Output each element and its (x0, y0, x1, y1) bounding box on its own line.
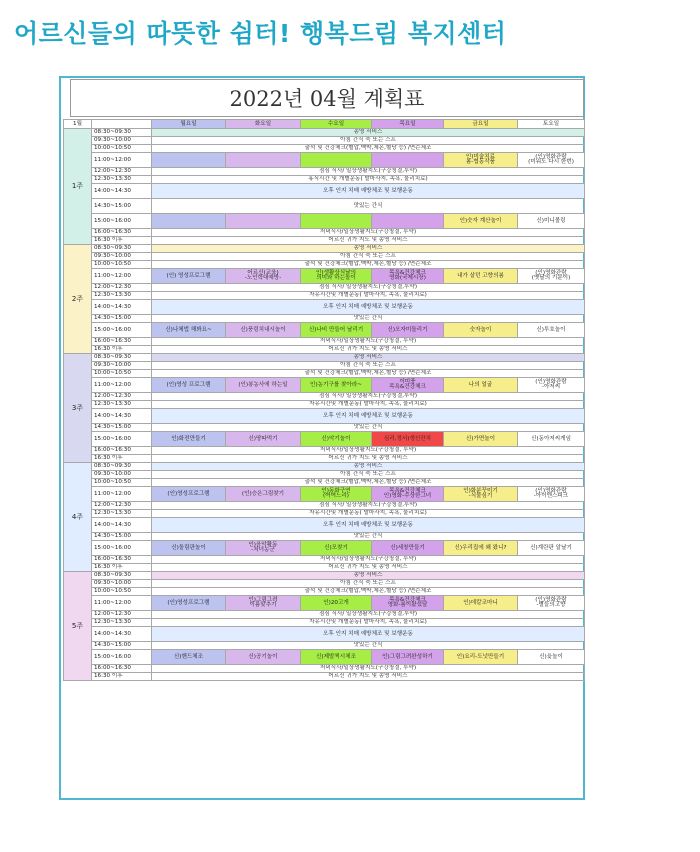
activity-cell: 신)투호놀이 (518, 323, 585, 338)
activity-cell: 숫자놀이 (444, 323, 518, 338)
schedule-row (64, 432, 585, 447)
activity-cell: 심리,정서)생신잔치 (372, 432, 444, 447)
time-slot: 16:30 이후 (92, 346, 152, 354)
activity-merged: 출석 및 건강체크(혈압,맥박,체온,혈당 등) /면슨체조 (152, 479, 585, 487)
activity-merged: 휴식시간 및 개별운동( 발마사지, 족욕, 물리치료) (152, 176, 585, 184)
schedule-row (64, 447, 585, 455)
week-label: 1주 (64, 129, 92, 245)
schedule-table (63, 119, 585, 681)
time-slot: 09:30~10:00 (92, 137, 152, 145)
time-slot: 10:00~10:50 (92, 261, 152, 269)
time-slot: 14:00~14:30 (92, 518, 152, 533)
time-slot: 11:00~12:00 (92, 153, 152, 168)
time-slot: 09:30~10:00 (92, 580, 152, 588)
activity-merged: 송영 서비스 (152, 129, 585, 137)
activity-merged: 자유시간및 개별운동( 발마사지, 족욕, 물리치료) (152, 292, 585, 300)
activity-cell: 인)화분꾸미기 -식물심기 (444, 487, 518, 502)
schedule-row (64, 611, 585, 619)
time-slot: 14:00~14:30 (92, 409, 152, 424)
activity-cell: (인)영화관람 -별들의고향 (518, 596, 585, 611)
schedule-row (64, 510, 585, 518)
activity-cell: (인)봉농사에 하는일 (226, 378, 301, 393)
time-slot: 12:00~12:30 (92, 284, 152, 292)
activity-cell: 신)공기놀이 (226, 650, 301, 665)
time-slot: 16:30 이후 (92, 237, 152, 245)
activity-merged: 송영 서비스 (152, 245, 585, 253)
activity-cell: 신)돌림판놀이 (152, 541, 226, 556)
time-column-header (92, 120, 152, 129)
schedule-row (64, 153, 585, 168)
time-slot: 14:30~15:00 (92, 315, 152, 323)
time-slot: 15:00~16:00 (92, 541, 152, 556)
activity-cell (372, 153, 444, 168)
schedule-row (64, 378, 585, 393)
activity-cell: (인)영화관람 (옛날의 기분이) (518, 269, 585, 284)
time-slot: 14:30~15:00 (92, 199, 152, 214)
schedule-row (64, 284, 585, 292)
activity-merged: 아침 간식 죽 또는 스프 (152, 137, 585, 145)
schedule-row (64, 665, 585, 673)
activity-cell (301, 214, 372, 229)
time-slot: 15:00~16:00 (92, 323, 152, 338)
time-slot: 08:30~09:30 (92, 354, 152, 362)
activity-cell: 인)숫자 계산놀이 (444, 214, 518, 229)
activity-merged: 자유시간및 개별운동( 발마사지, 족욕, 물리치료) (152, 401, 585, 409)
activity-merged: 오후 인지 치매 예방체조 및 보행운동 (152, 300, 585, 315)
time-slot: 08:30~09:30 (92, 572, 152, 580)
activity-merged: 송영 서비스 (152, 572, 585, 580)
activity-cell: 내가 살던 고향의봄 (444, 269, 518, 284)
activity-merged: 송영 서비스 (152, 463, 585, 471)
time-slot: 11:00~12:00 (92, 487, 152, 502)
schedule-row (64, 300, 585, 315)
activity-cell: 인)데칼코마니 (444, 596, 518, 611)
time-slot: 09:30~10:00 (92, 253, 152, 261)
activity-merged: 출석 및 건강체크(혈압,맥박,체온,혈당 등) /면슨체조 (152, 370, 585, 378)
activity-merged: 어르신 귀가 지도 및 송영 서비스 (152, 564, 585, 572)
schedule-row (64, 673, 585, 681)
time-slot: 08:30~09:30 (92, 245, 152, 253)
schedule-row (64, 424, 585, 432)
time-slot: 16:00~16:30 (92, 447, 152, 455)
time-slot: 10:00~10:50 (92, 588, 152, 596)
activity-cell: 어르신(교육) -노인학대예방- (226, 269, 301, 284)
time-slot: 11:00~12:00 (92, 269, 152, 284)
time-slot: 08:30~09:30 (92, 463, 152, 471)
schedule-row (64, 393, 585, 401)
schedule-row (64, 261, 585, 269)
activity-merged: 저녁식사/일상생활지도(구강청결, 투약) (152, 229, 585, 237)
schedule-row (64, 564, 585, 572)
activity-cell (301, 153, 372, 168)
activity-merged: 출석 및 건강체크(혈압,맥박,체온,혈당 등) /면슨체조 (152, 261, 585, 269)
activity-merged: 점심 식사/ 일상생활지도(구강청결,투약) (152, 284, 585, 292)
activity-merged: 저녁식사/일상생활지도(구강청결, 투약) (152, 338, 585, 346)
activity-merged: 송영 서비스 (152, 354, 585, 362)
schedule-row (64, 409, 585, 424)
week-label: 4주 (64, 463, 92, 572)
day-header-mon: 월요일 (152, 120, 226, 129)
activity-merged: 자유시간및 개별운동( 발마사지, 족욕, 물리치료) (152, 619, 585, 627)
activity-merged: 출석 및 건강체크(혈압,맥박,체온,혈당 등) /면슨체조 (152, 145, 585, 153)
time-slot: 10:00~10:50 (92, 145, 152, 153)
schedule-row (64, 533, 585, 541)
time-slot: 12:00~12:30 (92, 611, 152, 619)
activity-merged: 어르신 귀가 지도 및 송영 서비스 (152, 346, 585, 354)
activity-cell: 신)계란판 알날기 (518, 541, 585, 556)
day-header-wed: 수요일 (301, 120, 372, 129)
schedule-row (64, 619, 585, 627)
activity-cell (152, 153, 226, 168)
schedule-row (64, 168, 585, 176)
schedule-row (64, 370, 585, 378)
activity-merged: 맛있는 간식 (152, 533, 585, 541)
schedule-row (64, 518, 585, 533)
activity-cell (226, 153, 301, 168)
time-slot: 14:30~15:00 (92, 642, 152, 650)
activity-merged: 점심 식사/ 일상생활지도(구강청결,투약) (152, 393, 585, 401)
activity-cell (226, 214, 301, 229)
activity-cell: 신)미니볼링 (518, 214, 585, 229)
activity-cell: 인)화전만들기 (152, 432, 226, 447)
schedule-row (64, 145, 585, 153)
activity-cell: 신)땅따먹기 (226, 432, 301, 447)
activity-cell: (인)영성 프로그램 (152, 378, 226, 393)
activity-cell: 신)핸드체조 (152, 650, 226, 665)
day-header-sat: 토요일 (518, 120, 585, 129)
time-slot: 14:30~15:00 (92, 424, 152, 432)
schedule-row (64, 323, 585, 338)
header-row (64, 120, 585, 129)
activity-merged: 아침 간식 죽 또는 스프 (152, 471, 585, 479)
activity-cell: (인)영성프로그램 (152, 596, 226, 611)
time-slot: 16:30 이후 (92, 564, 152, 572)
activity-merged: 아침 간식 죽 또는 스프 (152, 580, 585, 588)
activity-cell: (인) 영성프로그램 (152, 269, 226, 284)
activity-merged: 어르신 귀가 지도 및 송영 서비스 (152, 673, 585, 681)
schedule-row (64, 556, 585, 564)
schedule-row (64, 650, 585, 665)
time-slot: 14:00~14:30 (92, 300, 152, 315)
activity-merged: 맛있는 간식 (152, 424, 585, 432)
activity-cell: 인)동화구연 (여여느리) (301, 487, 372, 502)
time-slot: 14:00~14:30 (92, 184, 152, 199)
activity-cell (152, 214, 226, 229)
activity-cell (372, 214, 444, 229)
activity-merged: 어르신 귀가 지도 및 송영 서비스 (152, 455, 585, 463)
activity-cell: (인)승은그림찾기 (226, 487, 301, 502)
time-slot: 11:00~12:00 (92, 378, 152, 393)
day-header-thu: 목요일 (372, 120, 444, 129)
activity-cell: 신)모찾기 (301, 541, 372, 556)
schedule-row (64, 253, 585, 261)
activity-cell: 신)동아저씨게임 (518, 432, 585, 447)
schedule-row (64, 229, 585, 237)
activity-merged: 점심 식사/ 일상생활지도(구강청결,투약) (152, 502, 585, 510)
week-label: 5주 (64, 572, 92, 681)
activity-merged: 출석 및 건강체크(혈압,맥박,체온,혈당 등) /면슨체조 (152, 588, 585, 596)
activity-cell: 목욕&건강체크 인)영화-수상한그녀 (372, 487, 444, 502)
time-slot: 12:00~12:30 (92, 393, 152, 401)
schedule-title: 2022년 04월 계획표 (70, 79, 584, 117)
activity-cell: (인)영화관람 -아저씨 (518, 378, 585, 393)
schedule-row (64, 471, 585, 479)
activity-merged: 오후 인지 치매 예방체조 및 보행운동 (152, 184, 585, 199)
time-slot: 10:00~10:50 (92, 479, 152, 487)
time-slot: 08:30~09:30 (92, 129, 152, 137)
schedule-row (64, 315, 585, 323)
schedule-row (64, 572, 585, 580)
activity-merged: 저녁식사/일상생활지도(구강청결, 투약) (152, 556, 585, 564)
time-slot: 15:00~16:00 (92, 432, 152, 447)
time-slot: 14:30~15:00 (92, 533, 152, 541)
activity-merged: 오후 인지 치매 예방체조 및 보행운동 (152, 518, 585, 533)
time-slot: 12:30~13:30 (92, 401, 152, 409)
time-slot: 16:00~16:30 (92, 338, 152, 346)
time-slot: 16:00~16:30 (92, 556, 152, 564)
activity-merged: 맛있는 간식 (152, 199, 585, 214)
schedule-row (64, 642, 585, 650)
time-slot: 16:00~16:30 (92, 229, 152, 237)
schedule-row (64, 338, 585, 346)
schedule-row (64, 245, 585, 253)
time-slot: 12:30~13:30 (92, 510, 152, 518)
activity-merged: 어르신 귀가 지도 및 송영 서비스 (152, 237, 585, 245)
activity-cell: 인)그림그려완성하기 (372, 650, 444, 665)
activity-cell: 인)미술치료 봄-협동작품 (444, 153, 518, 168)
schedule-row (64, 627, 585, 642)
time-slot: 16:30 이후 (92, 455, 152, 463)
activity-cell: 신)나체법 해봐요~ (152, 323, 226, 338)
time-slot: 12:00~12:30 (92, 502, 152, 510)
time-slot: 10:00~10:50 (92, 370, 152, 378)
schedule-row (64, 237, 585, 245)
schedule-row (64, 199, 585, 214)
activity-cell: 신)풍링치내시놀이 (226, 323, 301, 338)
activity-merged: 저녁식사/일상생활지도(구강청결, 투약) (152, 665, 585, 673)
activity-cell: (인)영성프로그램 (152, 487, 226, 502)
activity-cell: 목욕&건강체크 영화(국제시장) (372, 269, 444, 284)
time-slot: 15:00~16:00 (92, 650, 152, 665)
activity-merged: 점심 식사/ 일상생활지도(구강청결,투약) (152, 611, 585, 619)
activity-merged: 아침 간식 죽 또는 스프 (152, 362, 585, 370)
time-slot: 12:00~12:30 (92, 168, 152, 176)
activity-cell: 인)생활상식날의 의미와 하는놀이 (301, 269, 372, 284)
time-slot: 12:30~13:30 (92, 292, 152, 300)
schedule-row (64, 401, 585, 409)
schedule-row (64, 214, 585, 229)
activity-cell: 나의 얼굴 (444, 378, 518, 393)
time-slot: 16:00~16:30 (92, 665, 152, 673)
schedule-row (64, 354, 585, 362)
activity-cell: 신)세창만들기 (372, 541, 444, 556)
day-header-fri: 금요일 (444, 120, 518, 129)
time-slot: 14:00~14:30 (92, 627, 152, 642)
schedule-row (64, 479, 585, 487)
schedule-row (64, 455, 585, 463)
schedule-row (64, 487, 585, 502)
time-slot: 09:30~10:00 (92, 471, 152, 479)
activity-cell: 목욕&건강체크 영화-봄이왔섰달 (372, 596, 444, 611)
schedule-row (64, 580, 585, 588)
activity-cell: 신)오자미돌리기 (372, 323, 444, 338)
activity-merged: 자유시간및 개별운동( 발마사지, 족욕, 물리치료) (152, 510, 585, 518)
activity-cell: 인)농기구를 찾아라~ (301, 378, 372, 393)
activity-cell: 신)나비 만들어 날리기 (301, 323, 372, 338)
activity-merged: 맛있는 간식 (152, 315, 585, 323)
schedule-row (64, 269, 585, 284)
activity-cell: 신)윷놀이 (518, 650, 585, 665)
schedule-row (64, 176, 585, 184)
page-heading: 어르신들의 따뜻한 쉼터! 행복드림 복지센터 (14, 19, 507, 48)
activity-cell: 신)우리집에 왜 왔니? (444, 541, 518, 556)
time-slot: 12:30~13:30 (92, 619, 152, 627)
schedule-row (64, 292, 585, 300)
time-slot: 12:30~13:30 (92, 176, 152, 184)
week-label: 3주 (64, 354, 92, 463)
activity-merged: 오후 인지 치매 예방체조 및 보행운동 (152, 627, 585, 642)
schedule-row (64, 502, 585, 510)
schedule-row (64, 346, 585, 354)
schedule-row (64, 463, 585, 471)
activity-merged: 저녁식사/일상생활지도(구강청결, 투약) (152, 447, 585, 455)
time-slot: 15:00~16:00 (92, 214, 152, 229)
activity-cell: 인)그림그려 이름맞추기 (226, 596, 301, 611)
time-slot: 16:30 이후 (92, 673, 152, 681)
activity-cell: (인)영화관람 -아이엔스피크 (518, 487, 585, 502)
schedule-row (64, 596, 585, 611)
time-slot: 09:30~10:00 (92, 362, 152, 370)
day-header-tue: 화요일 (226, 120, 301, 129)
activity-merged: 맛있는 간식 (152, 642, 585, 650)
activity-merged: 오후 인지 치매 예방체조 및 보행운동 (152, 409, 585, 424)
week-label: 2주 (64, 245, 92, 354)
activity-cell: 신)악기놀이 (301, 432, 372, 447)
schedule-row (64, 541, 585, 556)
schedule-row (64, 129, 585, 137)
activity-cell: 인)20고개 (301, 596, 372, 611)
activity-cell: 인)음악활동 -처녀농군 (226, 541, 301, 556)
schedule-row (64, 362, 585, 370)
activity-cell: 인)요리-도넛만들기 (444, 650, 518, 665)
schedule-row (64, 137, 585, 145)
schedule-row (64, 588, 585, 596)
activity-cell: 신)제발찍시체조 (301, 650, 372, 665)
schedule-row (64, 184, 585, 199)
activity-cell: 이미풍 목욕&건강체크 (372, 378, 444, 393)
week-column-header: 1월 (64, 120, 92, 129)
activity-cell: 신)가면놀이 (444, 432, 518, 447)
activity-merged: 점심 식사/ 일상생활지도(구강청결,투약) (152, 168, 585, 176)
activity-cell: (인)영화관람 (미워도 다시 한번) (518, 153, 585, 168)
time-slot: 11:00~12:00 (92, 596, 152, 611)
activity-merged: 아침 간식 죽 또는 스프 (152, 253, 585, 261)
